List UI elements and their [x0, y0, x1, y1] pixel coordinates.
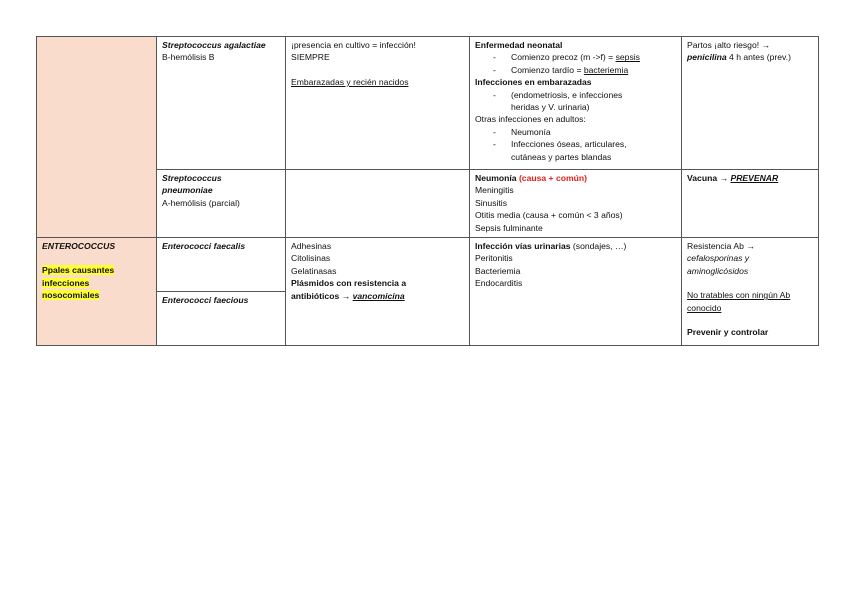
adults-title: Otras infecciones en adultos:	[475, 114, 586, 125]
disease-item: Bacteriemia	[475, 265, 521, 276]
list-item-continued: heridas y V. urinaria)	[511, 102, 590, 113]
table-row	[37, 238, 819, 292]
plasmid-note-continued: antibióticos → vancomicina	[291, 290, 405, 301]
disease-item: Sinusitis	[475, 197, 507, 208]
species-cell	[157, 292, 286, 346]
resistance-item: cefalosporinas y	[687, 253, 750, 264]
prevent-note: Prevenir y controlar	[687, 327, 769, 338]
culture-note: ¡presencia en cultivo = infección!	[291, 40, 416, 50]
table-row	[37, 37, 819, 170]
disease-item: Endocarditis	[475, 278, 523, 289]
group-cell-streptococcus	[37, 37, 157, 238]
highlighted-note-continued: infecciones	[42, 277, 90, 288]
notes-cell	[682, 170, 819, 238]
group-cell-enterococcus	[37, 238, 157, 346]
common-cause-tag: (causa + común)	[518, 173, 587, 183]
species-name: Enterococci faecalis	[162, 241, 246, 251]
pneumonia-line: Neumonía (causa + común)	[475, 173, 587, 183]
neonatal-title: Enfermedad neonatal	[475, 40, 563, 50]
disease-item: Peritonitis	[475, 253, 513, 264]
list-item: - Comienzo tardío = bacteriemia	[493, 64, 629, 75]
notes-cell	[682, 37, 819, 170]
diseases-cell	[470, 170, 682, 238]
notes-cell	[682, 238, 819, 346]
always-note: SIEMPRE	[291, 52, 330, 63]
species-name: Streptococcus	[162, 173, 222, 183]
penicillin-note: penicilina 4 h antes (prev.)	[687, 52, 791, 63]
diseases-cell	[470, 238, 682, 346]
diseases-cell	[470, 37, 682, 170]
list-item: - Neumonía	[493, 126, 551, 137]
vancomycin-term: vancomicina	[352, 290, 405, 301]
features-cell	[286, 37, 470, 170]
highlighted-note-continued: nosocomiales	[42, 290, 100, 301]
species-name: Enterococci faecious	[162, 295, 249, 305]
species-cell	[157, 238, 286, 292]
factor-item: Gelatinasas	[291, 265, 337, 276]
hemolysis-type: A-hemólisis (parcial)	[162, 197, 240, 208]
species-name-continued: pneumoniae	[162, 185, 213, 196]
vaccine-note: Vacuna → PREVENAR	[687, 173, 779, 183]
list-item: - Comienzo precoz (m ->f) = sepsis	[493, 52, 640, 63]
factor-item: Citolisinas	[291, 253, 331, 264]
features-cell	[286, 170, 470, 238]
bacteriemia-term: bacteriemia	[583, 64, 629, 75]
microbiology-table	[36, 36, 819, 346]
list-item: - Infecciones óseas, articulares,	[493, 139, 627, 150]
species-name: Streptococcus agalactiae	[162, 40, 266, 50]
untreatable-note-continued: conocido	[687, 302, 722, 313]
disease-item: Sepsis fulminante	[475, 222, 543, 233]
group-title: ENTEROCOCCUS	[42, 241, 116, 251]
vaccine-name: PREVENAR	[730, 173, 779, 183]
plasmid-note: Plásmidos con resistencia a	[291, 278, 407, 289]
species-cell	[157, 170, 286, 238]
highlighted-note: Ppales causantes	[42, 265, 115, 276]
uti-line: Infección vías urinarias (sondajes, …)	[475, 241, 627, 251]
untreatable-note: No tratables con ningún Ab	[687, 290, 791, 301]
resistance-item: aminoglicósidos	[687, 265, 749, 276]
disease-item: Otitis media (causa + común < 3 años)	[475, 210, 623, 221]
factor-item: Adhesinas	[291, 241, 332, 251]
list-item: - (endometriosis, e infecciones	[493, 89, 623, 100]
list-item-continued: cutáneas y partes blandas	[511, 151, 612, 162]
features-cell	[286, 238, 470, 346]
pregnancy-title: Infecciones en embarazadas	[475, 77, 592, 88]
disease-item: Meningitis	[475, 185, 514, 196]
hemolysis-type: B-hemólisis B	[162, 52, 215, 63]
species-cell	[157, 37, 286, 170]
risk-group: Embarazadas y recién nacidos	[291, 76, 409, 87]
resistance-note: Resistencia Ab →	[687, 241, 755, 251]
delivery-note: Partos ¡alto riesgo! →	[687, 40, 771, 50]
sepsis-term: sepsis	[615, 52, 640, 63]
